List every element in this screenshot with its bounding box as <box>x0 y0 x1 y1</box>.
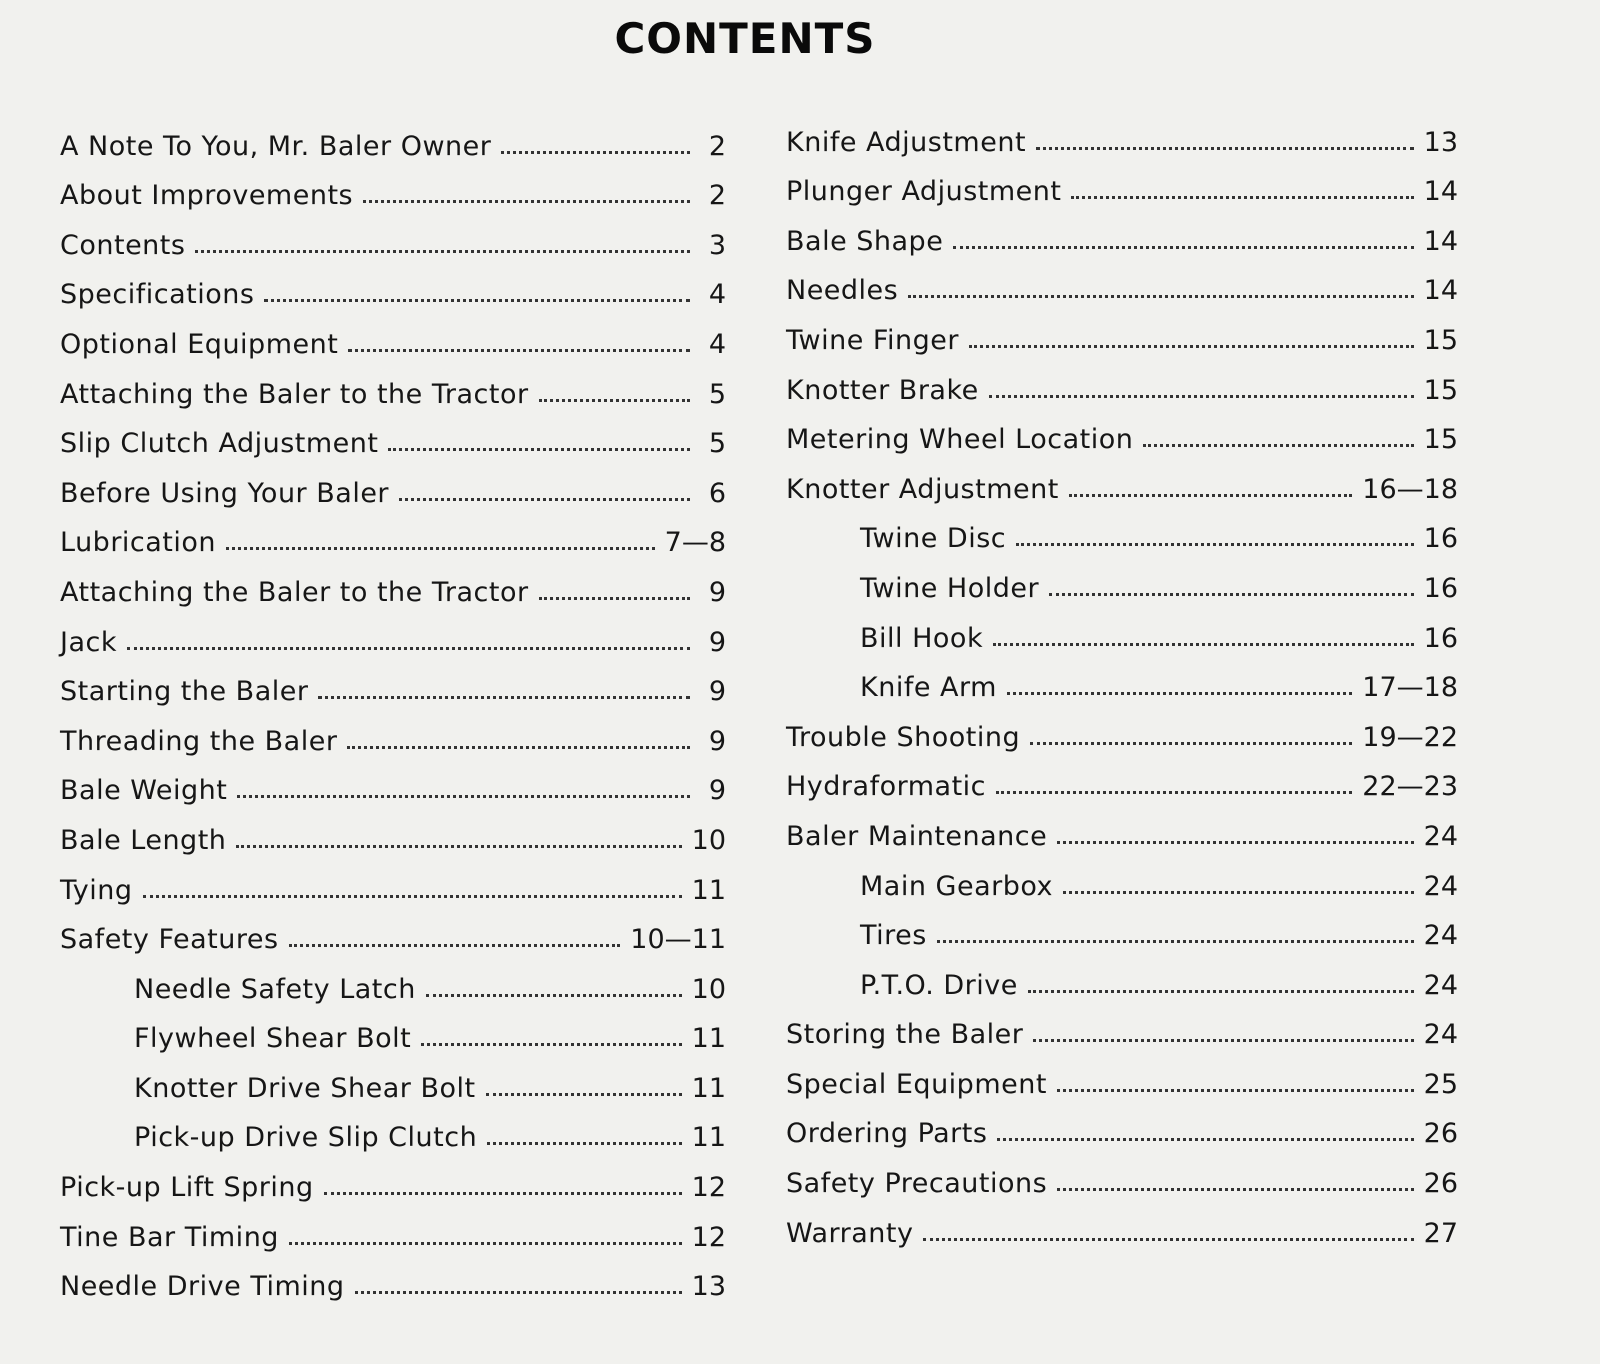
toc-entry-page: 2 <box>708 180 726 212</box>
toc-entry-title: Main Gearbox <box>860 870 1054 902</box>
toc-entry <box>786 158 1458 208</box>
toc-entry <box>786 554 1458 604</box>
toc-entry <box>60 459 726 509</box>
toc-entry-page: 11 <box>691 1122 726 1154</box>
toc-entry-page: 9 <box>708 626 726 658</box>
toc-entry <box>786 1149 1458 1199</box>
toc-entry-page: 27 <box>1423 1217 1458 1249</box>
toc-entry-title: Starting the Baler <box>60 676 309 708</box>
dot-leader <box>1016 543 1414 546</box>
toc-entry-title: Pick-up Drive Slip Clutch <box>134 1122 478 1154</box>
toc-entry <box>786 108 1458 158</box>
toc-entry-title: Baler Maintenance <box>786 820 1048 852</box>
toc-entry <box>786 207 1458 257</box>
dot-leader <box>237 795 690 798</box>
toc-entry-title: Knotter Drive Shear Bolt <box>134 1072 476 1104</box>
toc-entry-title: Attaching the Baler to the Tractor <box>60 378 529 410</box>
toc-entry-title: Specifications <box>60 279 255 311</box>
toc-entry-page: 26 <box>1423 1168 1458 1200</box>
dot-leader <box>1143 444 1413 447</box>
toc-entry-title: Contents <box>60 229 186 261</box>
dot-leader <box>1069 494 1352 497</box>
dot-leader <box>997 1138 1413 1141</box>
toc-entry <box>60 856 726 906</box>
dot-leader <box>143 895 682 898</box>
toc-entry-page: 5 <box>708 428 726 460</box>
toc-entry-title: Bale Weight <box>60 775 228 807</box>
toc-entry-page: 9 <box>708 576 726 608</box>
toc-entry <box>60 410 726 460</box>
toc-entry-page: 6 <box>708 477 726 509</box>
toc-entry-page: 15 <box>1423 374 1458 406</box>
toc-entry <box>60 1253 726 1303</box>
toc-entry <box>60 1203 726 1253</box>
dot-leader <box>1057 1188 1413 1191</box>
toc-entry <box>786 406 1458 456</box>
toc-entry-page: 10 <box>691 824 726 856</box>
dot-leader <box>539 399 690 402</box>
dot-leader <box>399 498 690 501</box>
toc-entry <box>786 455 1458 505</box>
dot-leader <box>969 345 1414 348</box>
toc-entry-title: Special Equipment <box>786 1068 1047 1100</box>
dot-leader <box>426 994 682 997</box>
toc-entry-page: 9 <box>708 676 726 708</box>
toc-entry <box>60 707 726 757</box>
toc-entry-title: Tine Bar Timing <box>60 1221 279 1253</box>
toc-entry <box>60 757 726 807</box>
toc-entry-title: Pick-up Lift Spring <box>60 1172 314 1204</box>
toc-entry-page: 4 <box>708 279 726 311</box>
toc-entry-title: Threading the Baler <box>60 725 338 757</box>
toc-entry <box>786 505 1458 555</box>
dot-leader <box>539 597 690 600</box>
toc-entry-page: 17—18 <box>1362 672 1458 704</box>
dot-leader <box>1030 742 1352 745</box>
toc-entry <box>60 261 726 311</box>
dot-leader <box>421 1043 681 1046</box>
toc-entry <box>60 806 726 856</box>
toc-entry-page: 12 <box>691 1172 726 1204</box>
dot-leader <box>236 845 681 848</box>
toc-entry <box>60 1153 726 1203</box>
toc-entry-page: 9 <box>708 725 726 757</box>
toc-entry <box>786 852 1458 902</box>
toc-entry-title: Knotter Brake <box>786 374 979 406</box>
toc-entry-title: Lubrication <box>60 527 217 559</box>
toc-entry <box>786 1050 1458 1100</box>
dot-leader <box>1028 990 1414 993</box>
toc-entry-page: 7—8 <box>664 527 726 559</box>
toc-entry <box>786 1001 1458 1051</box>
dot-leader <box>1071 196 1413 199</box>
toc-entry-title: Twine Disc <box>860 523 1007 555</box>
toc-entry-page: 16 <box>1423 572 1458 604</box>
toc-entry-title: Safety Precautions <box>786 1168 1048 1200</box>
toc-entry-page: 9 <box>708 775 726 807</box>
toc-entry-page: 15 <box>1423 324 1458 356</box>
dot-leader <box>388 448 690 451</box>
toc-entry <box>60 310 726 360</box>
contents-left-column <box>60 112 726 1302</box>
toc-entry <box>60 211 726 261</box>
dot-leader <box>501 151 690 154</box>
toc-entry-page: 16—18 <box>1362 473 1458 505</box>
toc-entry <box>786 703 1458 753</box>
toc-entry-title: Needle Safety Latch <box>134 973 416 1005</box>
toc-entry <box>786 257 1458 307</box>
toc-entry-page: 14 <box>1423 176 1458 208</box>
toc-entry-page: 2 <box>708 130 726 162</box>
toc-entry-page: 24 <box>1423 820 1458 852</box>
toc-entry <box>60 1054 726 1104</box>
toc-entry <box>786 951 1458 1001</box>
dot-leader <box>989 395 1414 398</box>
toc-entry <box>60 509 726 559</box>
dot-leader <box>363 200 690 203</box>
toc-entry-title: Metering Wheel Location <box>786 424 1134 456</box>
dot-leader <box>195 250 690 253</box>
dot-leader <box>226 547 655 550</box>
toc-entry-title: Bill Hook <box>860 622 984 654</box>
toc-entry-page: 25 <box>1423 1068 1458 1100</box>
toc-entry-page: 14 <box>1423 275 1458 307</box>
toc-entry <box>786 654 1458 704</box>
toc-entry <box>786 306 1458 356</box>
dot-leader <box>1033 1039 1413 1042</box>
toc-entry-title: P.T.O. Drive <box>860 969 1018 1001</box>
toc-entry <box>60 112 726 162</box>
toc-entry-title: Knife Adjustment <box>786 126 1027 158</box>
toc-entry <box>60 558 726 608</box>
toc-entry-title: Bale Length <box>60 824 227 856</box>
toc-entry-title: Plunger Adjustment <box>786 176 1062 208</box>
toc-entry-page: 3 <box>708 229 726 261</box>
toc-entry-page: 5 <box>708 378 726 410</box>
toc-entry <box>60 360 726 410</box>
toc-entry <box>60 658 726 708</box>
toc-entry-title: Tires <box>860 920 927 952</box>
toc-entry-page: 16 <box>1423 523 1458 555</box>
toc-entry <box>60 906 726 956</box>
toc-entry-title: Tying <box>60 874 133 906</box>
toc-entry-page: 13 <box>691 1271 726 1303</box>
toc-entry-title: Needles <box>786 275 899 307</box>
toc-entry-title: Safety Features <box>60 924 279 956</box>
toc-entry-title: Needle Drive Timing <box>60 1271 345 1303</box>
toc-entry-title: Knife Arm <box>860 672 997 704</box>
toc-entry-title: Flywheel Shear Bolt <box>134 1023 412 1055</box>
toc-entry-page: 16 <box>1423 622 1458 654</box>
toc-entry-page: 13 <box>1423 126 1458 158</box>
dot-leader <box>1049 593 1414 596</box>
toc-entry-title: Jack <box>60 626 117 658</box>
toc-entry-title: Storing the Baler <box>786 1019 1024 1051</box>
toc-entry-title: Bale Shape <box>786 225 944 257</box>
dot-leader <box>1057 841 1413 844</box>
dot-leader <box>324 1192 682 1195</box>
dot-leader <box>1007 692 1352 695</box>
dot-leader <box>487 1142 681 1145</box>
toc-entry-page: 12 <box>691 1221 726 1253</box>
dot-leader <box>318 696 690 699</box>
toc-entry-page: 11 <box>691 1023 726 1055</box>
toc-entry <box>786 356 1458 406</box>
dot-leader <box>993 643 1414 646</box>
toc-entry <box>786 902 1458 952</box>
toc-entry-page: 26 <box>1423 1118 1458 1150</box>
toc-entry <box>60 608 726 658</box>
dot-leader <box>1036 147 1414 150</box>
toc-entry <box>786 1100 1458 1150</box>
dot-leader <box>289 944 621 947</box>
toc-entry-title: Before Using Your Baler <box>60 477 390 509</box>
toc-entry <box>60 162 726 212</box>
dot-leader <box>923 1238 1413 1241</box>
toc-entry-title: Trouble Shooting <box>786 721 1021 753</box>
toc-entry <box>786 1199 1458 1249</box>
dot-leader <box>953 246 1413 249</box>
toc-entry-title: Twine Holder <box>860 572 1040 604</box>
dot-leader <box>348 349 690 352</box>
toc-entry-page: 24 <box>1423 920 1458 952</box>
toc-entry-title: Slip Clutch Adjustment <box>60 428 379 460</box>
dot-leader <box>937 940 1414 943</box>
toc-entry-page: 15 <box>1423 424 1458 456</box>
dot-leader <box>127 647 690 650</box>
toc-entry <box>786 802 1458 852</box>
dot-leader <box>1057 1089 1414 1092</box>
toc-entry-title: Attaching the Baler to the Tractor <box>60 576 529 608</box>
toc-entry-page: 22—23 <box>1362 771 1458 803</box>
toc-entry-title: Twine Finger <box>786 324 959 356</box>
toc-entry-page: 19—22 <box>1362 721 1458 753</box>
contents-right-column <box>786 108 1458 1249</box>
dot-leader <box>355 1291 682 1294</box>
toc-entry-title: Warranty <box>786 1217 914 1249</box>
dot-leader <box>347 746 690 749</box>
toc-entry-page: 10 <box>691 973 726 1005</box>
toc-entry <box>60 1005 726 1055</box>
dot-leader <box>908 295 1413 298</box>
toc-entry-title: Ordering Parts <box>786 1118 988 1150</box>
dot-leader <box>289 1242 682 1245</box>
toc-entry-title: Knotter Adjustment <box>786 473 1059 505</box>
toc-entry-title: Hydraformatic <box>786 771 986 803</box>
toc-entry-page: 24 <box>1423 969 1458 1001</box>
toc-entry-page: 11 <box>691 1072 726 1104</box>
toc-entry <box>786 753 1458 803</box>
toc-entry <box>60 1104 726 1154</box>
dot-leader <box>996 791 1352 794</box>
toc-entry-title: Optional Equipment <box>60 328 339 360</box>
dot-leader <box>264 299 690 302</box>
toc-entry-page: 4 <box>708 328 726 360</box>
toc-entry-page: 24 <box>1423 870 1458 902</box>
dot-leader <box>1063 891 1414 894</box>
toc-entry-page: 10—11 <box>630 924 726 956</box>
toc-entry-title: A Note To You, Mr. Baler Owner <box>60 130 492 162</box>
page-title: CONTENTS <box>614 14 876 63</box>
toc-entry <box>786 604 1458 654</box>
toc-entry-title: About Improvements <box>60 180 354 212</box>
toc-entry-page: 14 <box>1423 225 1458 257</box>
dot-leader <box>486 1093 682 1096</box>
toc-entry <box>60 955 726 1005</box>
toc-entry-page: 24 <box>1423 1019 1458 1051</box>
toc-entry-page: 11 <box>691 874 726 906</box>
